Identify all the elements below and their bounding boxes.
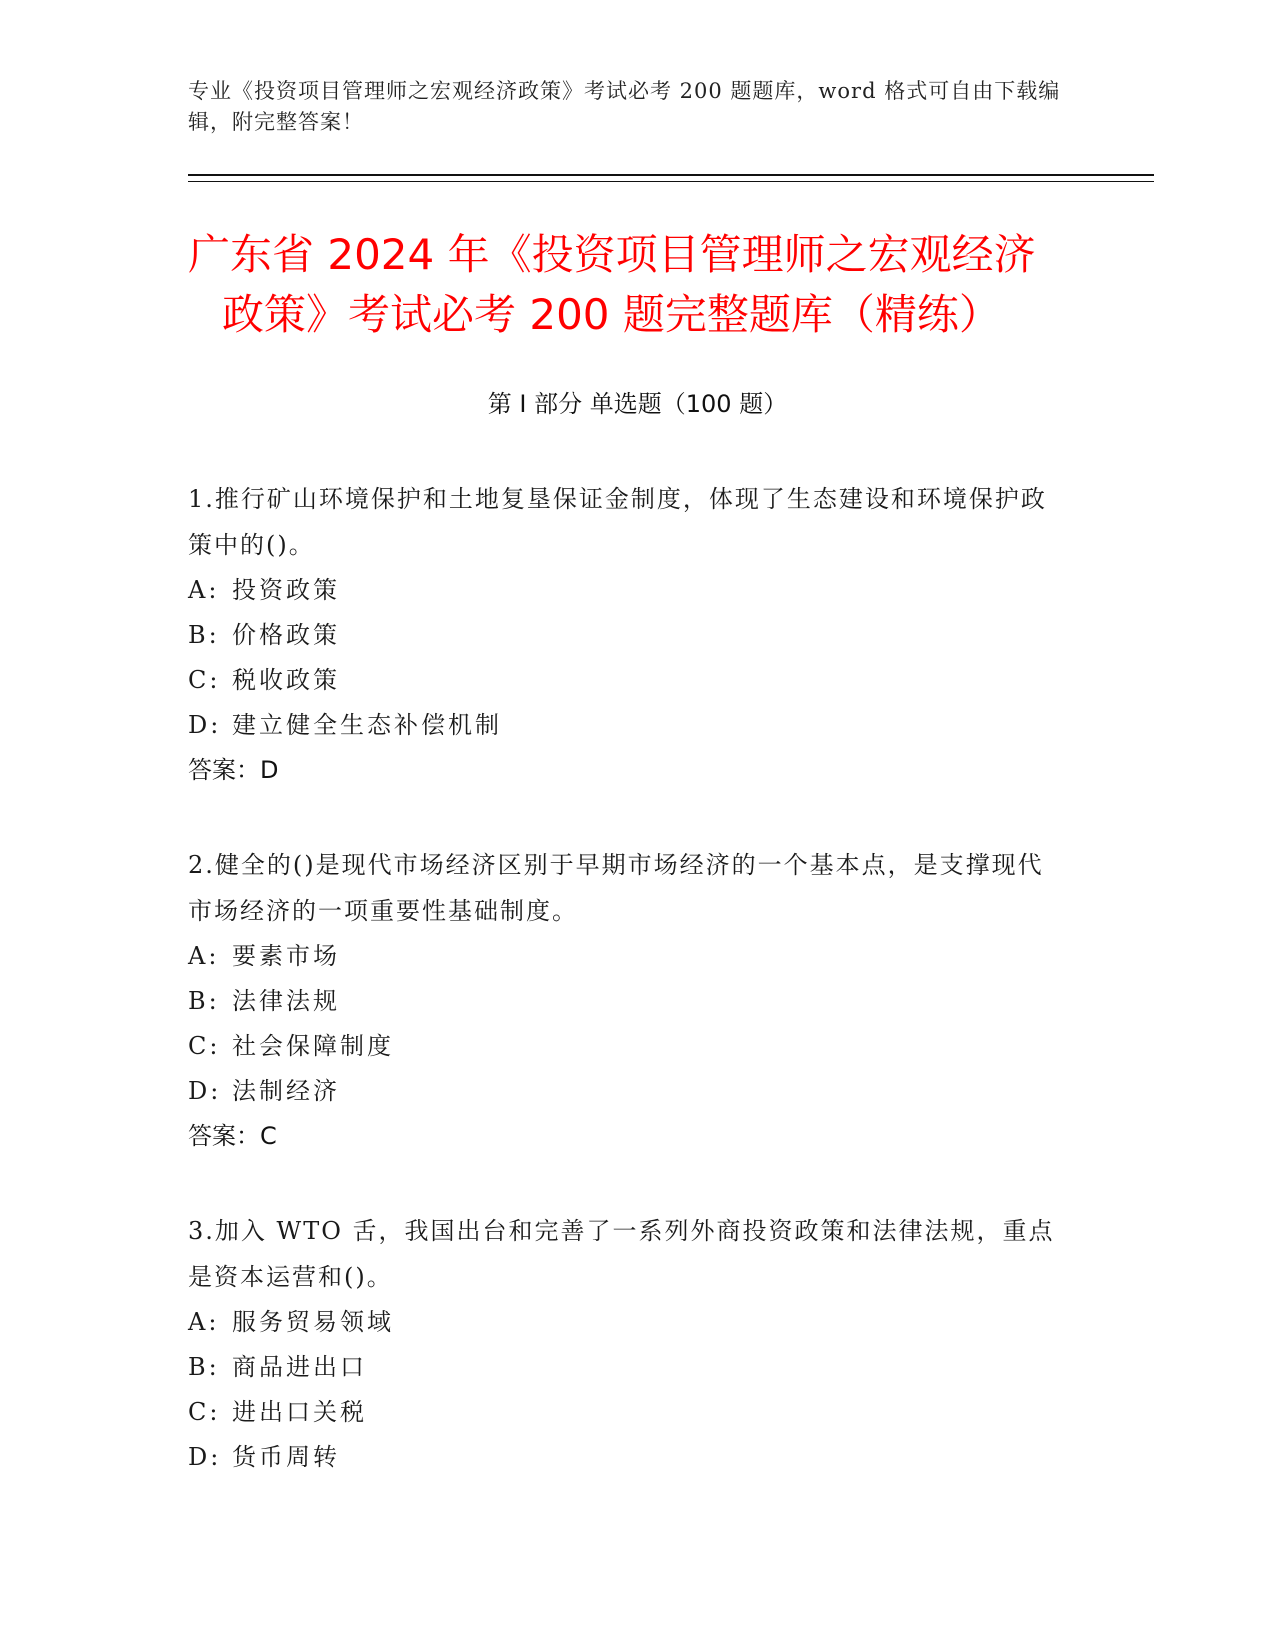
option-text: 税收政策 (232, 666, 340, 694)
option-a (188, 568, 1068, 613)
option-letter: A: (188, 576, 220, 604)
document-title-line-2: 政策》考试必考 200 题完整题库（精练） (222, 290, 1001, 339)
option-text: 建立健全生态补偿机制 (232, 711, 502, 739)
option-text: 货币周转 (232, 1443, 340, 1471)
option-d (188, 1069, 1068, 1114)
question-1 (188, 476, 1068, 793)
question-answer: 答案：D (188, 756, 279, 784)
question-stem: 2.健全的()是现代市场经济区别于早期市场经济的一个基本点，是支撑现代市场经济的一项重要性基础制度。 (188, 851, 1044, 925)
document-title-line-1: 广东省 2024 年《投资项目管理师之宏观经济 (188, 230, 1036, 279)
option-text: 要素市场 (232, 942, 340, 970)
option-text: 进出口关税 (232, 1398, 367, 1426)
option-letter: D: (188, 1443, 222, 1471)
option-c (188, 658, 1068, 703)
option-letter: B: (188, 1353, 220, 1381)
question-stem: 1.推行矿山环境保护和土地复垦保证金制度，体现了生态建设和环境保护政策中的()。 (188, 485, 1047, 559)
option-text: 价格政策 (232, 621, 340, 649)
question-2 (188, 842, 1068, 1159)
option-text: 投资政策 (232, 576, 340, 604)
option-b (188, 613, 1068, 658)
option-text: 服务贸易领域 (232, 1308, 394, 1336)
option-letter: C: (188, 1398, 221, 1426)
option-letter: A: (188, 942, 220, 970)
option-text: 商品进出口 (232, 1353, 367, 1381)
option-letter: A: (188, 1308, 220, 1336)
header-note: 专业《投资项目管理师之宏观经济政策》考试必考 200 题题库，word 格式可自由下载编辑，附完整答案！ (188, 79, 1061, 134)
option-letter: C: (188, 1032, 221, 1060)
option-c (188, 1024, 1068, 1069)
section-title: 第 I 部分 单选题（100 题） (487, 390, 788, 418)
header-divider-thin (188, 181, 1154, 182)
header-divider-thick (188, 174, 1154, 176)
question-stem: 3.加入 WTO 舌，我国出台和完善了一系列外商投资政策和法律法规，重点是资本运营和()。 (188, 1217, 1055, 1291)
question-3 (188, 1208, 1068, 1480)
option-letter: B: (188, 987, 220, 1015)
question-list (188, 476, 1068, 1529)
option-b (188, 979, 1068, 1024)
option-letter: D: (188, 1077, 222, 1105)
option-b (188, 1345, 1068, 1390)
option-letter: D: (188, 711, 222, 739)
option-text: 法制经济 (232, 1077, 340, 1105)
option-a (188, 1300, 1068, 1345)
question-answer: 答案：C (188, 1122, 277, 1150)
option-d (188, 703, 1068, 748)
option-a (188, 934, 1068, 979)
option-letter: C: (188, 666, 221, 694)
option-c (188, 1390, 1068, 1435)
option-text: 社会保障制度 (232, 1032, 394, 1060)
option-d (188, 1435, 1068, 1480)
option-letter: B: (188, 621, 220, 649)
option-text: 法律法规 (232, 987, 340, 1015)
document-title (188, 225, 1088, 345)
